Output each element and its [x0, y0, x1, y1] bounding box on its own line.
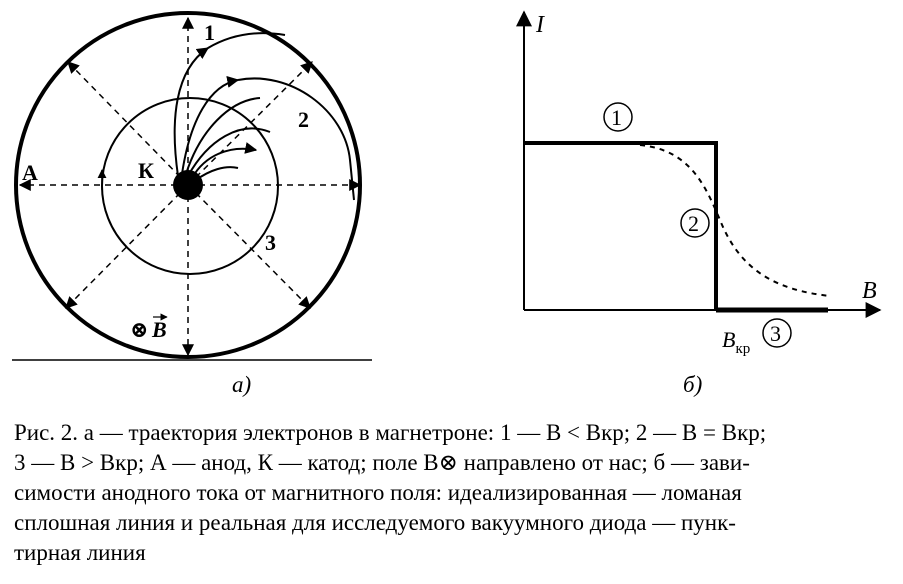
- current-field-plot: [524, 12, 880, 357]
- field-letter: B: [152, 317, 167, 342]
- subfigure-a-label: а): [232, 372, 252, 397]
- trajectory-1-label: 1: [204, 20, 215, 45]
- anode-label: А: [22, 160, 38, 185]
- subfigure-b-label: б): [683, 372, 703, 397]
- x-axis-label: B: [862, 278, 877, 304]
- caption-line: Рис. 2. а — траектория электронов в магнетроне: 1 — B < Bкр; 2 — B = Bкр;: [14, 420, 767, 445]
- curve-2-label: 2: [688, 211, 699, 236]
- curve-3-label: 3: [770, 321, 781, 346]
- electron-trajectories: [175, 33, 354, 200]
- curve-1-label: 1: [611, 105, 622, 130]
- cathode-label: К: [138, 158, 154, 183]
- trajectory-3-label: 3: [265, 230, 276, 255]
- cathode-dot: [173, 170, 203, 200]
- y-axis-label: I: [536, 12, 544, 38]
- trajectory-2-label: 2: [298, 107, 309, 132]
- real-curve: [640, 145, 830, 296]
- b-critical-label: $B_{кр}$: [722, 327, 751, 357]
- figure-caption: [14, 418, 890, 568]
- caption-line: сплошная линия и реальная для исследуемого вакуумного диода — пунк-: [14, 510, 736, 535]
- field-symbol: ⊗: [130, 317, 149, 342]
- caption-line: тирная линия: [14, 540, 146, 565]
- caption-line: 3 — B > Bкр; А — анод, К — катод; поле B⊗ направлено от нас; б — зави-: [14, 450, 750, 475]
- magnetron-diagram: [12, 13, 372, 360]
- caption-line: симости анодного тока от магнитного поля: идеализированная — ломаная: [14, 480, 742, 505]
